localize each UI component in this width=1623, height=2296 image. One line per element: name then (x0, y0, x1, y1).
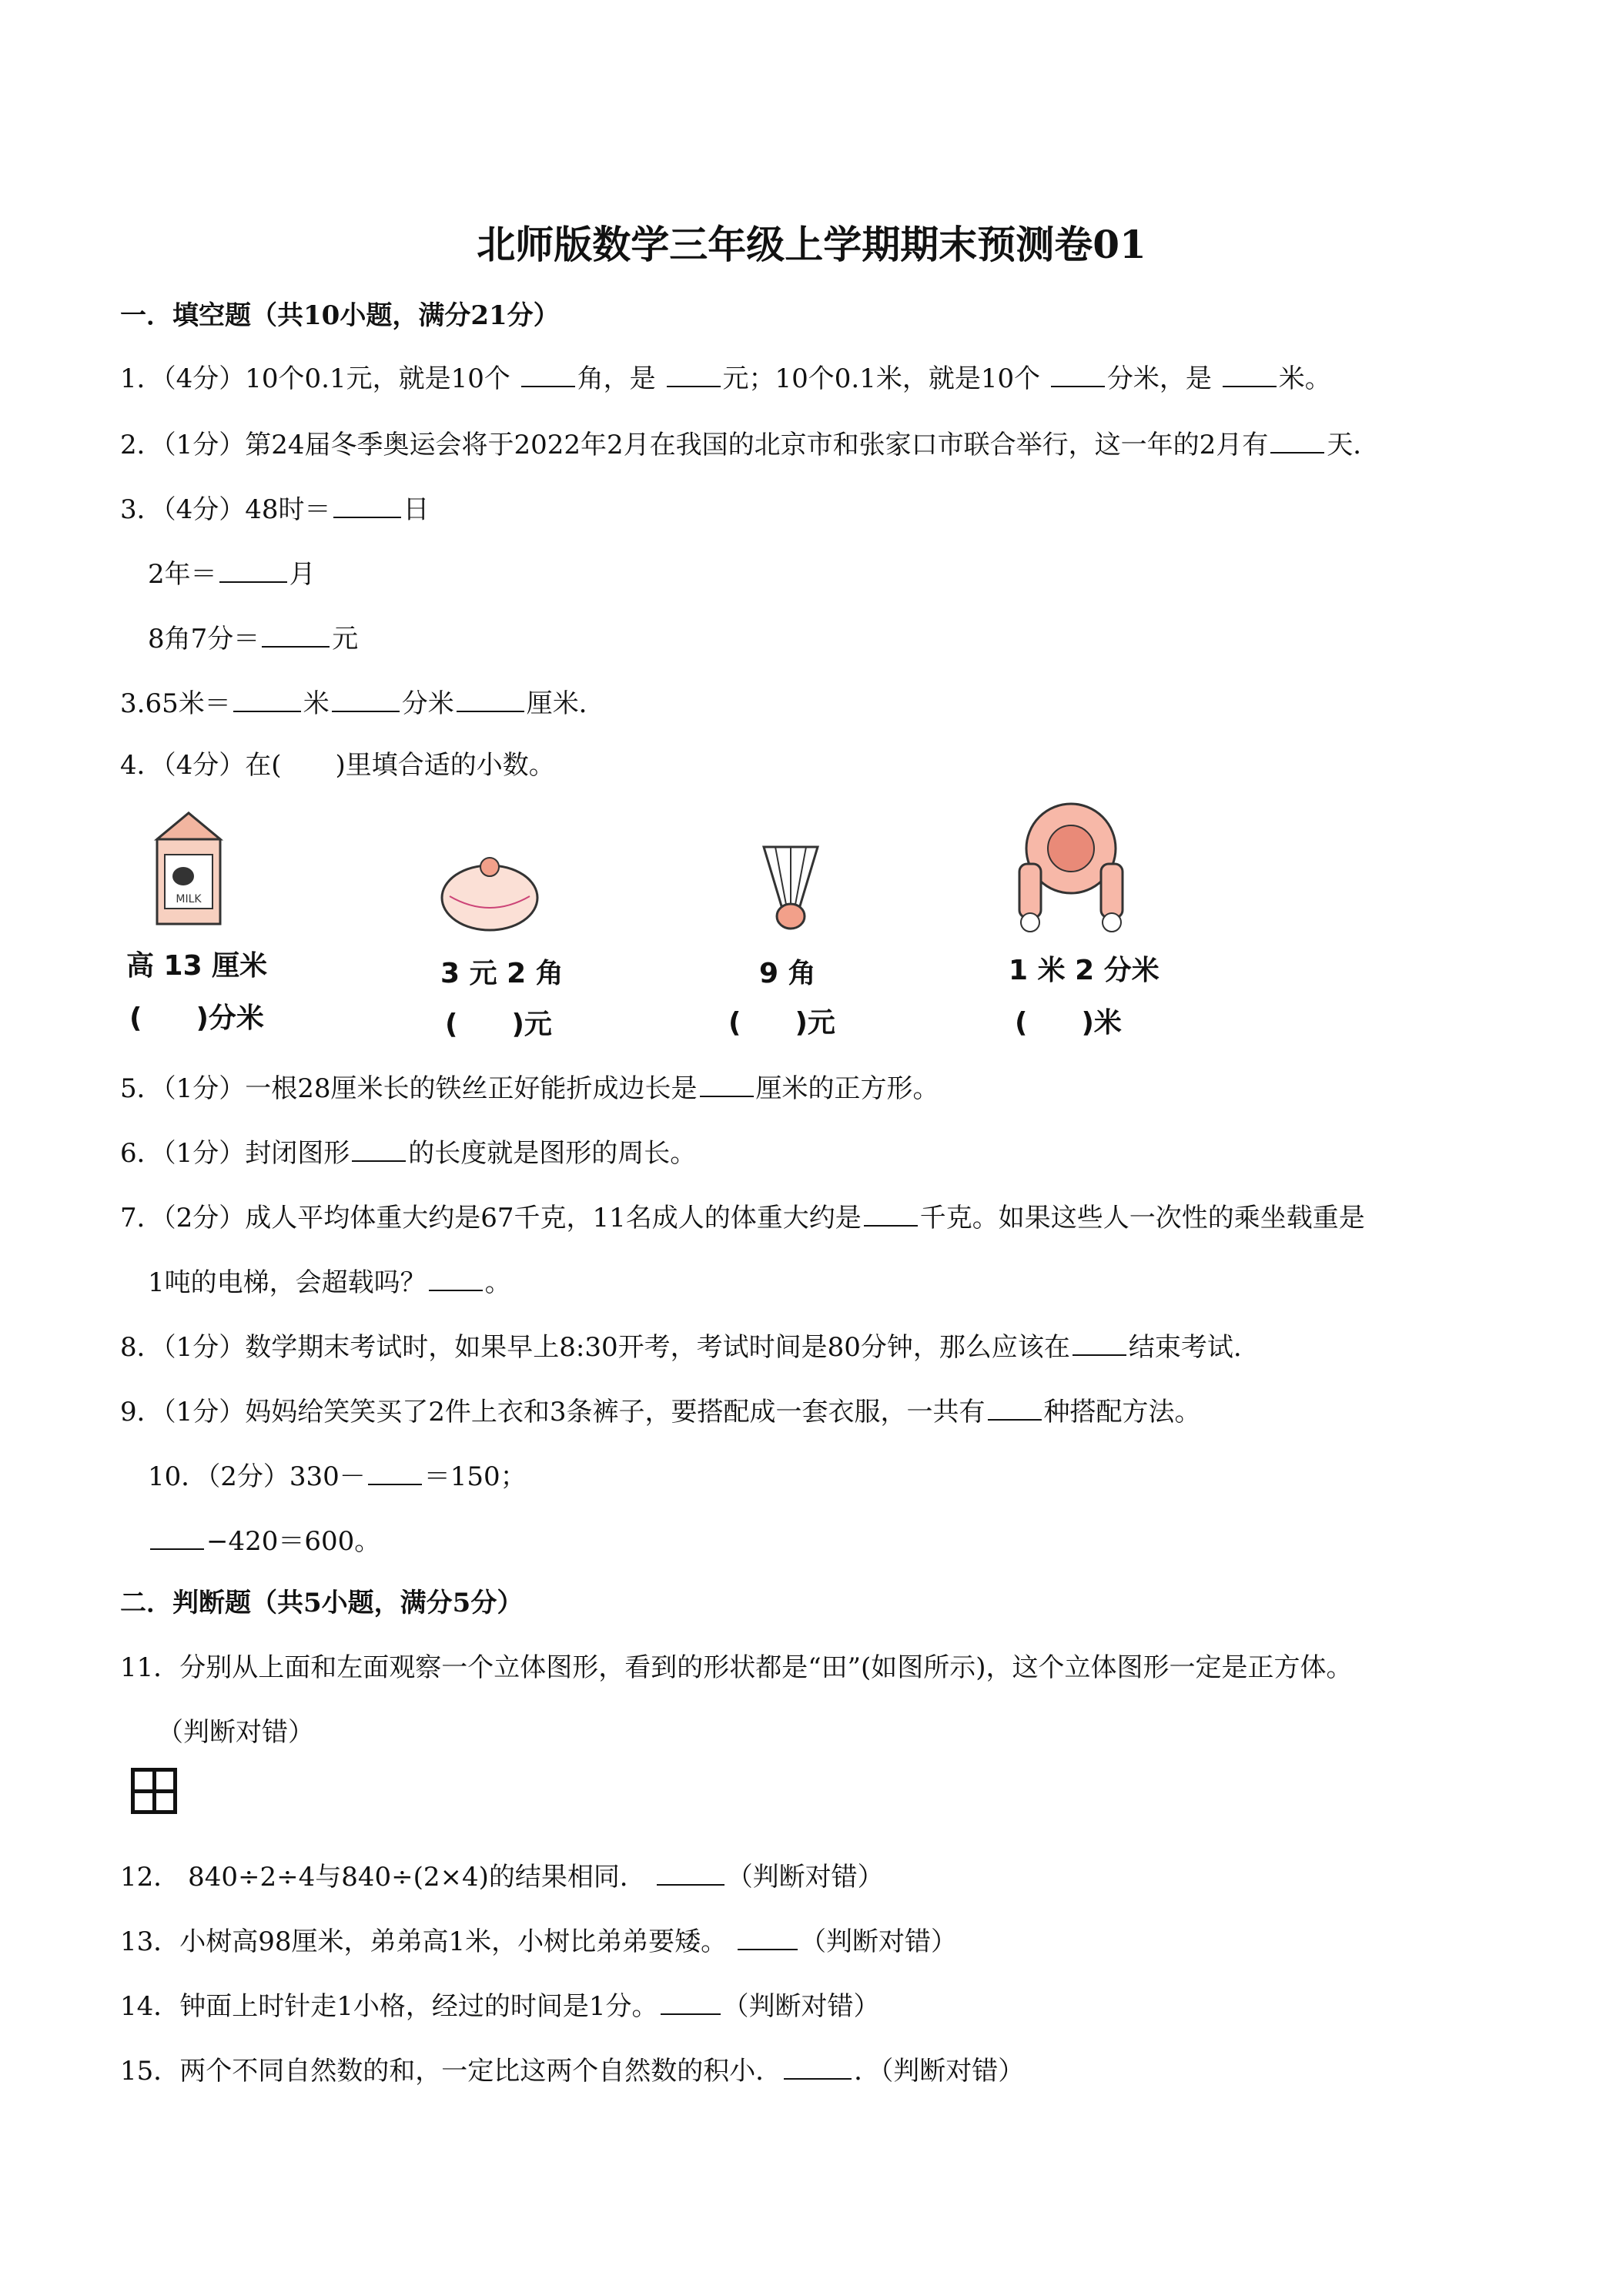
question-14: 14．钟面上时针走1小格，经过的时间是1分。 （判断对错） (120, 1991, 880, 2022)
answer-blank[interactable] (332, 688, 400, 712)
answer-blank[interactable] (333, 494, 401, 518)
question-12: 12． 840÷2÷4与840÷(2×4)的结果相同． （判断对错） (120, 1862, 884, 1893)
question-2: 2．（1分）第24届冬季奥运会将于2022年2月在我国的北京市和张家口市联合举行，这一年的2月有 天． (120, 430, 1380, 460)
milk-carton-icon (146, 808, 231, 932)
answer-blank[interactable] (661, 1990, 721, 2015)
answer-blank[interactable] (457, 688, 524, 712)
answer-blank[interactable] (521, 363, 575, 387)
answer-blank[interactable] (1051, 363, 1105, 387)
answer-blank[interactable] (233, 688, 301, 712)
question-8: 8．（1分）数学期末考试时，如果早上8:30开考，考试时间是80分钟，那么应该在 结束考试. (120, 1332, 1242, 1363)
answer-blank[interactable] (262, 623, 330, 648)
page-title: 北师版数学三年级上学期期末预测卷01 (477, 222, 1146, 267)
section-heading-true-false: 二．判断题（共5小题，满分5分） (120, 1588, 524, 1618)
answer-blank[interactable] (784, 2055, 852, 2080)
answer-blank[interactable] (700, 1073, 754, 1097)
answer-blank[interactable] (1223, 363, 1277, 387)
scarf-icon (998, 798, 1144, 936)
picture-answer: ( )元 (728, 1007, 835, 1039)
question-7-part-2: 1吨的电梯，会超载吗？ 。 (148, 1267, 511, 1298)
answer-blank[interactable] (988, 1396, 1042, 1421)
answer-blank[interactable] (667, 363, 721, 387)
shuttlecock-icon (748, 839, 833, 939)
picture-caption: 3 元 2 角 (440, 958, 564, 989)
answer-blank[interactable] (219, 558, 287, 583)
svg-text:MILK: MILK (176, 893, 202, 905)
answer-blank[interactable] (368, 1461, 422, 1485)
section-heading-fill-blank: 一．填空题（共10小题，满分21分） (120, 300, 560, 331)
question-10: 10．（2分）330－ ＝150； (148, 1461, 527, 1492)
answer-blank[interactable] (1073, 1331, 1126, 1356)
question-5: 5．（1分）一根28厘米长的铁丝正好能折成边长是 厘米的正方形。 (120, 1073, 939, 1104)
answer-blank[interactable] (864, 1202, 918, 1227)
answer-blank[interactable] (429, 1267, 483, 1291)
question-7: 7．（2分）成人平均体重大约是67千克，11名成人的体重大约是 千克。如果这些人一次性的乘坐载重是 (120, 1203, 1365, 1233)
answer-blank[interactable] (738, 1926, 798, 1950)
picture-answer: ( )米 (1015, 1007, 1122, 1039)
question-1: 1．（4分）10个0.1元，就是10个 角，是 元；10个0.1米，就是10个 分米，是 米。 (120, 363, 1331, 394)
bun-icon (436, 850, 544, 935)
question-9: 9．（1分）妈妈给笑笑买了2件上衣和3条裤子，要搭配成一套衣服，一共有 种搭配方法。 (120, 1397, 1201, 1427)
picture-caption: 高 13 厘米 (126, 950, 268, 982)
question-15: 15．两个不同自然数的和，一定比这两个自然数的积小． ．（判断对错） (120, 2056, 1025, 2087)
question-11: 11．分别从上面和左面观察一个立体图形，看到的形状都是“田”(如图所示)，这个立体图形一定是正方体。 (120, 1652, 1353, 1683)
answer-blank[interactable] (657, 1861, 724, 1886)
question-6: 6．（1分）封闭图形 的长度就是图形的周长。 (120, 1138, 697, 1169)
answer-blank[interactable] (150, 1525, 204, 1550)
answer-blank[interactable] (1270, 429, 1324, 454)
picture-answer: ( )元 (445, 1009, 552, 1040)
question-10-part-2: −420＝600。 (148, 1525, 380, 1558)
picture-answer: ( )分米 (129, 1002, 264, 1034)
question-3-part-4: 3.65米＝ 米 分米 厘米． (120, 688, 605, 719)
question-4: 4．（4分）在( )里填合适的小数。 (120, 750, 555, 781)
tian-grid-icon (131, 1768, 177, 1814)
picture-caption: 9 角 (759, 958, 816, 989)
picture-caption: 1 米 2 分米 (1009, 955, 1160, 986)
question-13: 13．小树高98厘米，弟弟高1米，小树比弟弟要矮。 （判断对错） (120, 1926, 957, 1957)
question-3-part-2: 2年＝ 月 (148, 559, 316, 590)
question-11-hint: （判断对错） (157, 1717, 314, 1748)
answer-blank[interactable] (352, 1137, 406, 1162)
question-3: 3．（4分）48时＝ 日 (120, 494, 430, 525)
question-3-part-3: 8角7分＝ 元 (148, 624, 359, 654)
